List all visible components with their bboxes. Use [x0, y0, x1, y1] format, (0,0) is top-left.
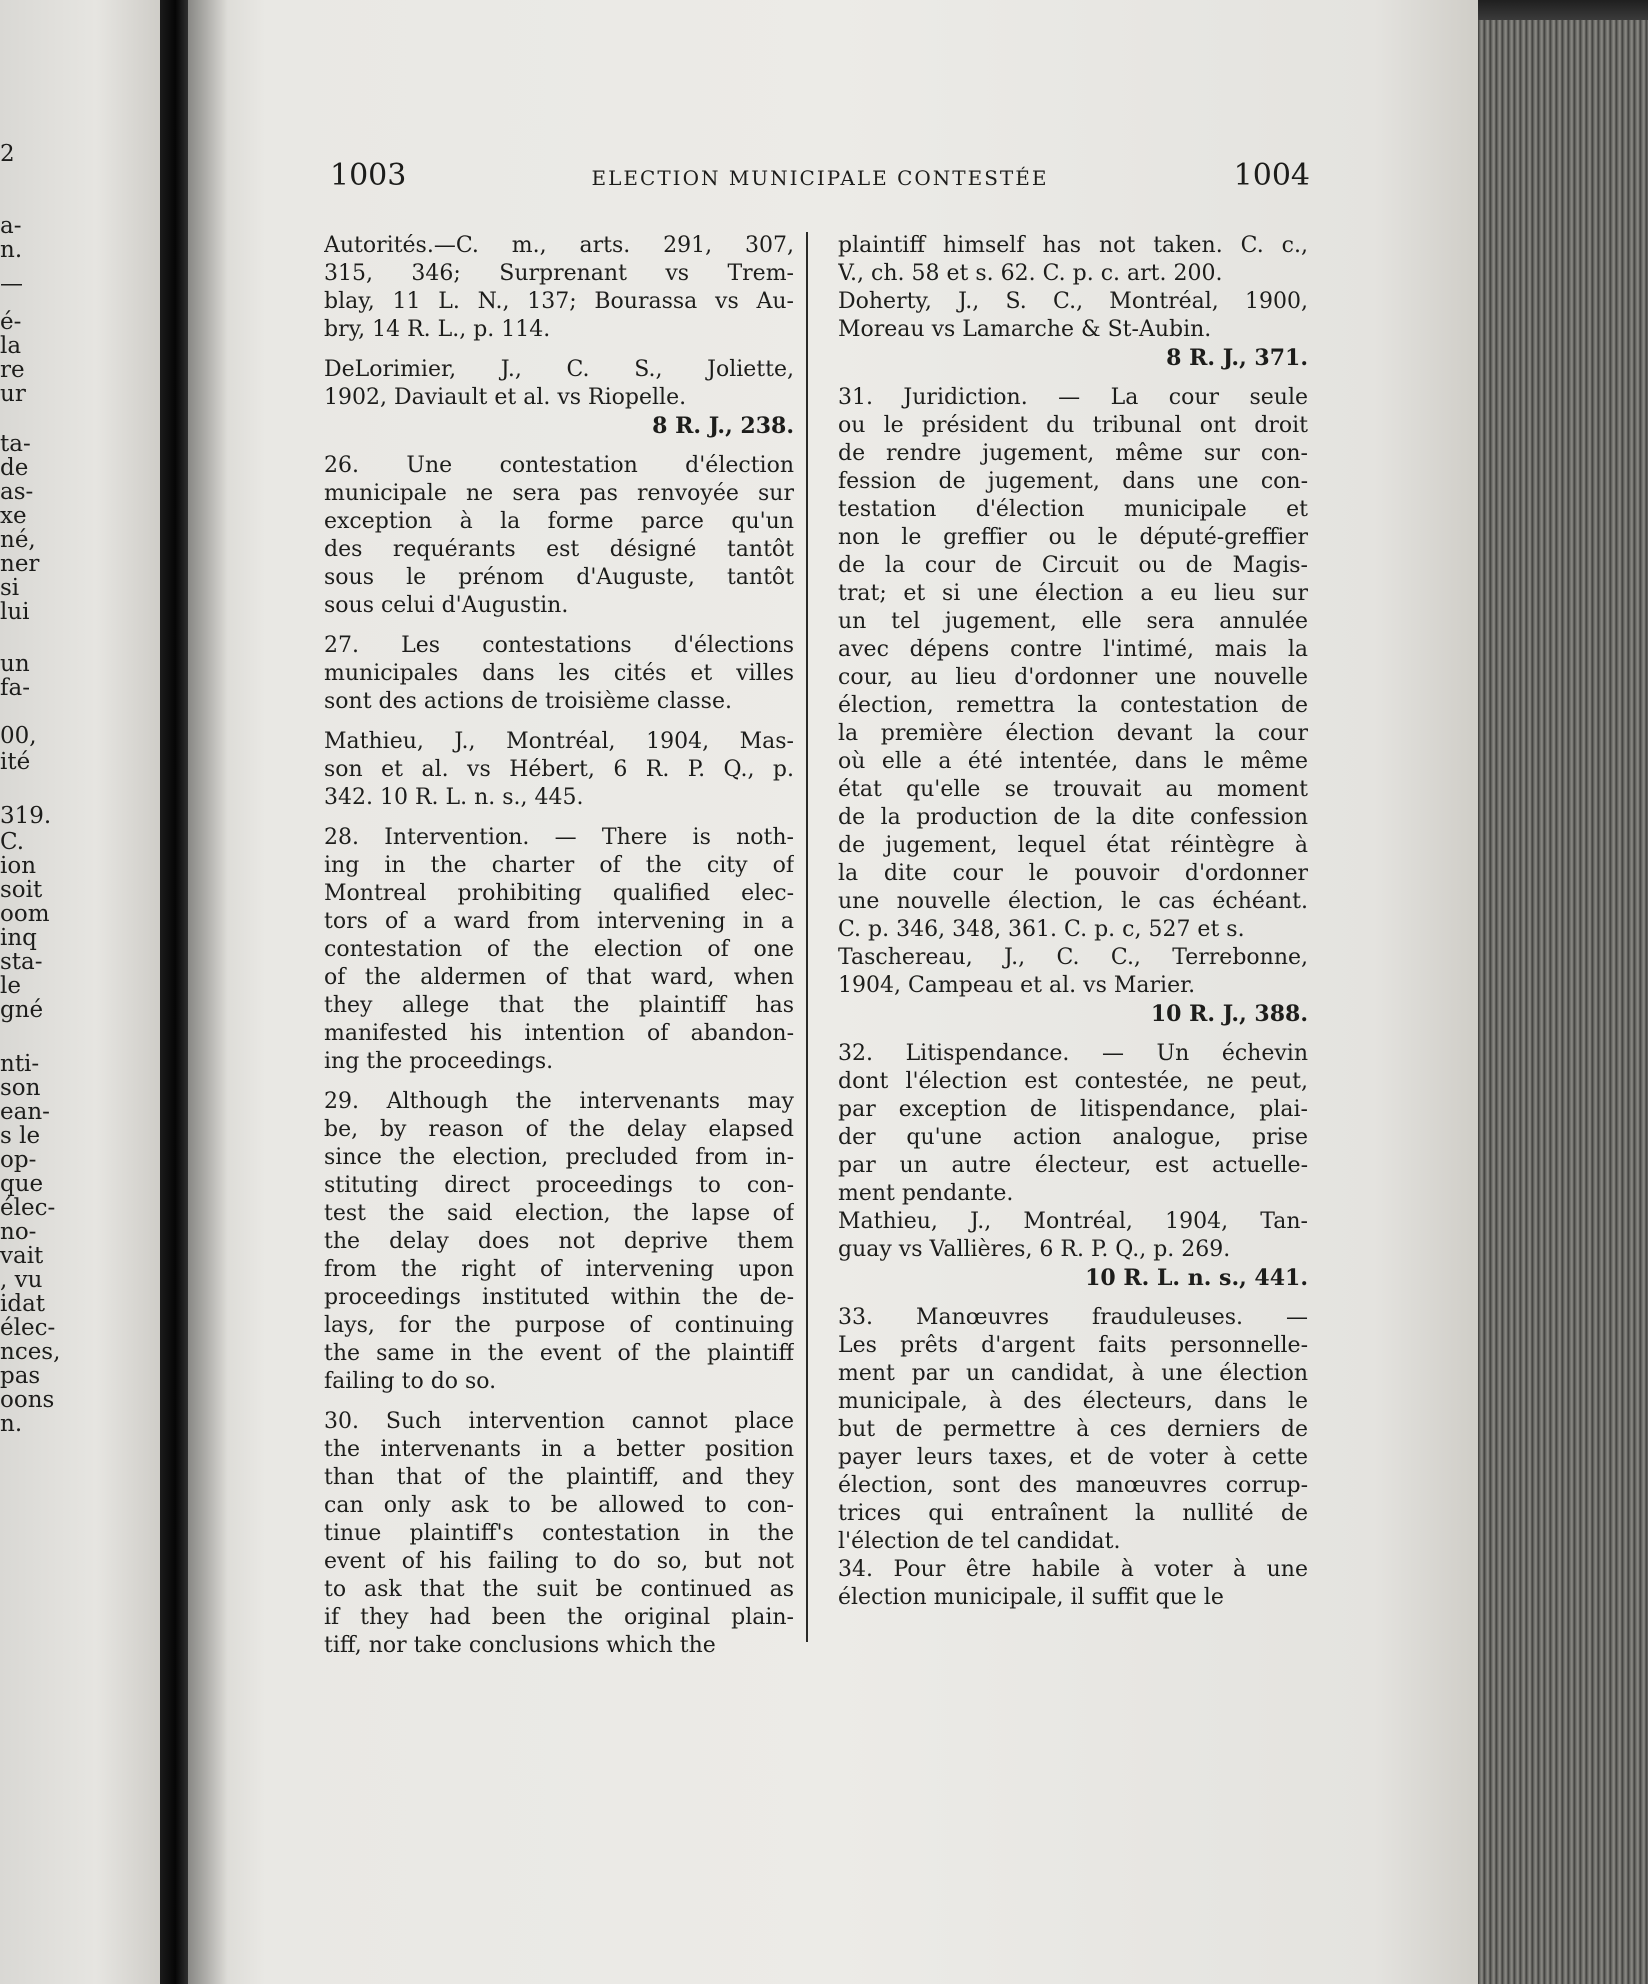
paragraph-gap — [324, 344, 794, 356]
text-line: non le greffier ou le député-greffier — [838, 525, 1308, 550]
running-header — [330, 158, 1310, 198]
text-line: 30. Such intervention cannot place — [324, 1409, 794, 1434]
text-line: de jugement, lequel état réintègre à — [838, 833, 1308, 858]
facing-page-text: élec- — [0, 1315, 56, 1341]
text-line: Moreau vs Lamarche & St-Aubin. — [838, 317, 1212, 342]
text-line: the same in the event of the plaintiff — [324, 1341, 794, 1366]
text-line: tors of a ward from intervening in a — [324, 909, 794, 934]
facing-page-text: la — [0, 333, 22, 359]
text-line: 10 R. L. n. s., 441. — [1085, 1265, 1308, 1291]
text-line: son et al. vs Hébert, 6 R. P. Q., p. — [324, 757, 794, 782]
text-line: 8 R. J., 238. — [652, 413, 794, 439]
facing-page-text: soit — [0, 877, 43, 903]
text-line: failing to do so. — [324, 1369, 497, 1394]
text-line: par un autre électeur, est actuelle- — [838, 1153, 1308, 1178]
facing-page-text: — — [0, 271, 23, 297]
facing-page-text: idat — [0, 1291, 46, 1317]
text-line: they allege that the plaintiff has — [324, 993, 794, 1018]
facing-page-text: inq — [0, 925, 37, 951]
facing-page-text: ité — [0, 749, 31, 775]
running-title: ELECTION MUNICIPALE CONTESTÉE — [591, 166, 1049, 190]
facing-page-text: lui — [0, 599, 30, 625]
text-line: proceedings instituted within the de- — [324, 1285, 794, 1310]
facing-page-text: s le — [0, 1123, 41, 1149]
facing-page-text: op- — [0, 1147, 37, 1173]
facing-page-text: le — [0, 973, 21, 999]
text-line: than that of the plaintiff, and they — [324, 1465, 794, 1490]
text-line: 32. Litispendance. — Un échevin — [838, 1041, 1308, 1066]
text-line: de la cour de Circuit ou de Magis- — [838, 553, 1308, 578]
text-line: Les prêts d'argent faits personnelle- — [838, 1333, 1308, 1358]
text-line: V., ch. 58 et s. 62. C. p. c. art. 200. — [838, 261, 1223, 286]
text-column-left — [324, 232, 794, 1660]
text-line: 33. Manœuvres frauduleuses. — — [838, 1305, 1308, 1330]
text-line: the intervenants in a better position — [324, 1437, 794, 1462]
facing-page-text: un — [0, 651, 30, 677]
facing-page-text: sta- — [0, 949, 43, 975]
facing-page-text: n. — [0, 237, 23, 263]
text-line: 27. Les contestations d'élections — [324, 633, 794, 658]
text-line: un tel jugement, elle sera annulée — [838, 609, 1308, 634]
facing-page-text: son — [0, 1075, 41, 1101]
facing-page-text: si — [0, 575, 20, 601]
text-line: sous le prénom d'Auguste, tantôt — [324, 565, 794, 590]
text-line: stituting direct proceedings to con- — [324, 1173, 794, 1198]
facing-page-text: oom — [0, 901, 50, 927]
paragraph-gap — [324, 440, 794, 452]
text-line: exception à la forme parce qu'un — [324, 509, 794, 534]
text-line: trat; et si une élection a eu lieu sur — [838, 581, 1308, 606]
text-line: 342. 10 R. L. n. s., 445. — [324, 785, 584, 810]
text-line: ing the proceedings. — [324, 1049, 554, 1074]
text-line: la première élection devant la cour — [838, 721, 1308, 746]
facing-page-text: nti- — [0, 1051, 40, 1077]
text-line: Autorités.—C. m., arts. 291, 307, — [324, 233, 794, 258]
text-line: avec dépens contre l'intimé, mais la — [838, 637, 1308, 662]
paragraph-gap — [838, 1292, 1308, 1304]
paragraph-gap — [324, 716, 794, 728]
text-line: manifested his intention of abandon- — [324, 1021, 794, 1046]
facing-page-text: ta- — [0, 431, 31, 457]
text-line: élection municipale, il suffit que le — [838, 1585, 1224, 1610]
facing-page-text: pas — [0, 1363, 41, 1389]
text-line: Taschereau, J., C. C., Terrebonne, — [838, 945, 1308, 970]
text-line: trices qui entraînent la nullité de — [838, 1501, 1308, 1526]
text-line: from the right of intervening upon — [324, 1257, 794, 1282]
text-line: C. p. 346, 348, 361. C. p. c, 527 et s. — [838, 917, 1245, 942]
text-line: 1902, Daviault et al. vs Riopelle. — [324, 385, 687, 410]
text-line: can only ask to be allowed to con- — [324, 1493, 794, 1518]
book-gutter — [160, 0, 188, 1984]
text-line: 1904, Campeau et al. vs Marier. — [838, 973, 1196, 998]
paragraph-gap — [324, 620, 794, 632]
text-line: 29. Although the intervenants may — [324, 1089, 794, 1114]
text-line: ment par un candidat, à une élection — [838, 1361, 1308, 1386]
text-line: test the said election, the lapse of — [324, 1201, 794, 1226]
text-line: 26. Une contestation d'élection — [324, 453, 794, 478]
text-line: 34. Pour être habile à voter à une — [838, 1557, 1308, 1582]
facing-page-text: gné — [0, 997, 44, 1023]
facing-page-text: xe — [0, 503, 27, 529]
text-line: Mathieu, J., Montréal, 1904, Mas- — [324, 729, 794, 754]
facing-page-text: n. — [0, 1411, 23, 1437]
text-line: élection, remettra la contestation de — [838, 693, 1308, 718]
column-divider — [806, 232, 808, 1642]
text-line: où elle a été intentée, dans le même — [838, 749, 1308, 774]
paragraph-gap — [324, 1076, 794, 1088]
text-line: Doherty, J., S. C., Montréal, 1900, — [838, 289, 1308, 314]
page-stack-edges — [1478, 20, 1648, 1984]
gutter-shadow — [188, 0, 228, 1984]
text-line: une nouvelle élection, le cas échéant. — [838, 889, 1308, 914]
text-line: of the aldermen of that ward, when — [324, 965, 794, 990]
text-line: since the election, precluded from in- — [324, 1145, 794, 1170]
text-line: bry, 14 R. L., p. 114. — [324, 317, 551, 342]
facing-page-text: ner — [0, 551, 40, 577]
facing-page-text: ean- — [0, 1099, 50, 1125]
facing-page-text: as- — [0, 479, 34, 505]
text-line: sous celui d'Augustin. — [324, 593, 569, 618]
text-line: tiff, nor take conclusions which the — [324, 1633, 716, 1658]
facing-page-text: é- — [0, 309, 22, 335]
paragraph-gap — [324, 812, 794, 824]
text-line: but de permettre à ces derniers de — [838, 1417, 1308, 1442]
text-line: 31. Juridiction. — La cour seule — [838, 385, 1308, 410]
facing-page-fragment — [0, 0, 160, 1984]
text-line: municipales dans les cités et villes — [324, 661, 794, 686]
facing-page-text: que — [0, 1171, 44, 1197]
page-number-right: 1004 — [1233, 158, 1310, 193]
facing-page-text: C. — [0, 829, 25, 855]
text-line: to ask that the suit be continued as — [324, 1577, 794, 1602]
facing-page-text: de — [0, 455, 29, 481]
facing-page-text: fa- — [0, 675, 30, 701]
text-line: fession de jugement, dans une con- — [838, 469, 1308, 494]
text-line: tinue plaintiff's contestation in the — [324, 1521, 794, 1546]
text-column-right — [838, 232, 1308, 1612]
text-line: Mathieu, J., Montréal, 1904, Tan- — [838, 1209, 1308, 1234]
paragraph-gap — [838, 1028, 1308, 1040]
facing-page-text: nces, — [0, 1339, 61, 1365]
facing-page-text: né, — [0, 527, 36, 553]
text-line: guay vs Vallières, 6 R. P. Q., p. 269. — [838, 1237, 1231, 1262]
text-line: ou le président du tribunal ont droit — [838, 413, 1308, 438]
facing-page-text: vait — [0, 1243, 44, 1269]
text-line: be, by reason of the delay elapsed — [324, 1117, 794, 1142]
text-line: dont l'élection est contestée, ne peut, — [838, 1069, 1308, 1094]
facing-page-text: élec- — [0, 1195, 56, 1221]
text-line: de rendre jugement, même sur con- — [838, 441, 1308, 466]
text-line: sont des actions de troisième classe. — [324, 689, 732, 714]
paragraph-gap — [838, 372, 1308, 384]
text-line: 10 R. J., 388. — [1150, 1001, 1308, 1027]
text-line: der qu'une action analogue, prise — [838, 1125, 1308, 1150]
text-line: lays, for the purpose of continuing — [324, 1313, 794, 1338]
text-line: élection, sont des manœuvres corrup- — [838, 1473, 1308, 1498]
text-line: l'élection de tel candidat. — [838, 1529, 1121, 1554]
text-line: 8 R. J., 371. — [1166, 345, 1308, 371]
text-line: de la production de la dite confession — [838, 805, 1308, 830]
text-line: if they had been the original plain- — [324, 1605, 794, 1630]
text-line: contestation of the election of one — [324, 937, 794, 962]
text-line: payer leurs taxes, et de voter à cette — [838, 1445, 1308, 1470]
text-line: blay, 11 L. N., 137; Bourassa vs Au- — [324, 289, 794, 314]
text-line: testation d'élection municipale et — [838, 497, 1308, 522]
text-line: 315, 346; Surprenant vs Trem- — [324, 261, 794, 286]
facing-page-text: 2 — [0, 141, 15, 167]
text-line: municipale ne sera pas renvoyée sur — [324, 481, 794, 506]
text-line: Montreal prohibiting qualified elec- — [324, 881, 794, 906]
text-line: event of his failing to do so, but not — [324, 1549, 794, 1574]
text-line: ing in the charter of the city of — [324, 853, 794, 878]
facing-page-text: a- — [0, 213, 22, 239]
text-line: DeLorimier, J., C. S., Joliette, — [324, 357, 794, 382]
text-line: des requérants est désigné tantôt — [324, 537, 794, 562]
facing-page-text: re — [0, 357, 25, 383]
text-line: the delay does not deprive them — [324, 1229, 794, 1254]
facing-page-text: 319. — [0, 803, 52, 829]
text-line: état qu'elle se trouvait au moment — [838, 777, 1308, 802]
facing-page-text: , vu — [0, 1267, 43, 1293]
text-line: par exception de litispendance, plai- — [838, 1097, 1308, 1122]
text-line: plaintiff himself has not taken. C. c., — [838, 233, 1308, 258]
facing-page-text: ur — [0, 381, 26, 407]
text-line: cour, au lieu d'ordonner une nouvelle — [838, 665, 1308, 690]
facing-page-text: ion — [0, 853, 37, 879]
text-line: municipale, à des électeurs, dans le — [838, 1389, 1308, 1414]
facing-page-text: 00, — [0, 723, 37, 749]
paragraph-gap — [324, 1396, 794, 1408]
facing-page-text: oons — [0, 1387, 55, 1413]
page-number-left: 1003 — [330, 158, 407, 193]
text-line: ment pendante. — [838, 1181, 1014, 1206]
facing-page-text: no- — [0, 1219, 37, 1245]
text-line: 28. Intervention. — There is noth- — [324, 825, 794, 850]
text-line: la dite cour le pouvoir d'ordonner — [838, 861, 1308, 886]
